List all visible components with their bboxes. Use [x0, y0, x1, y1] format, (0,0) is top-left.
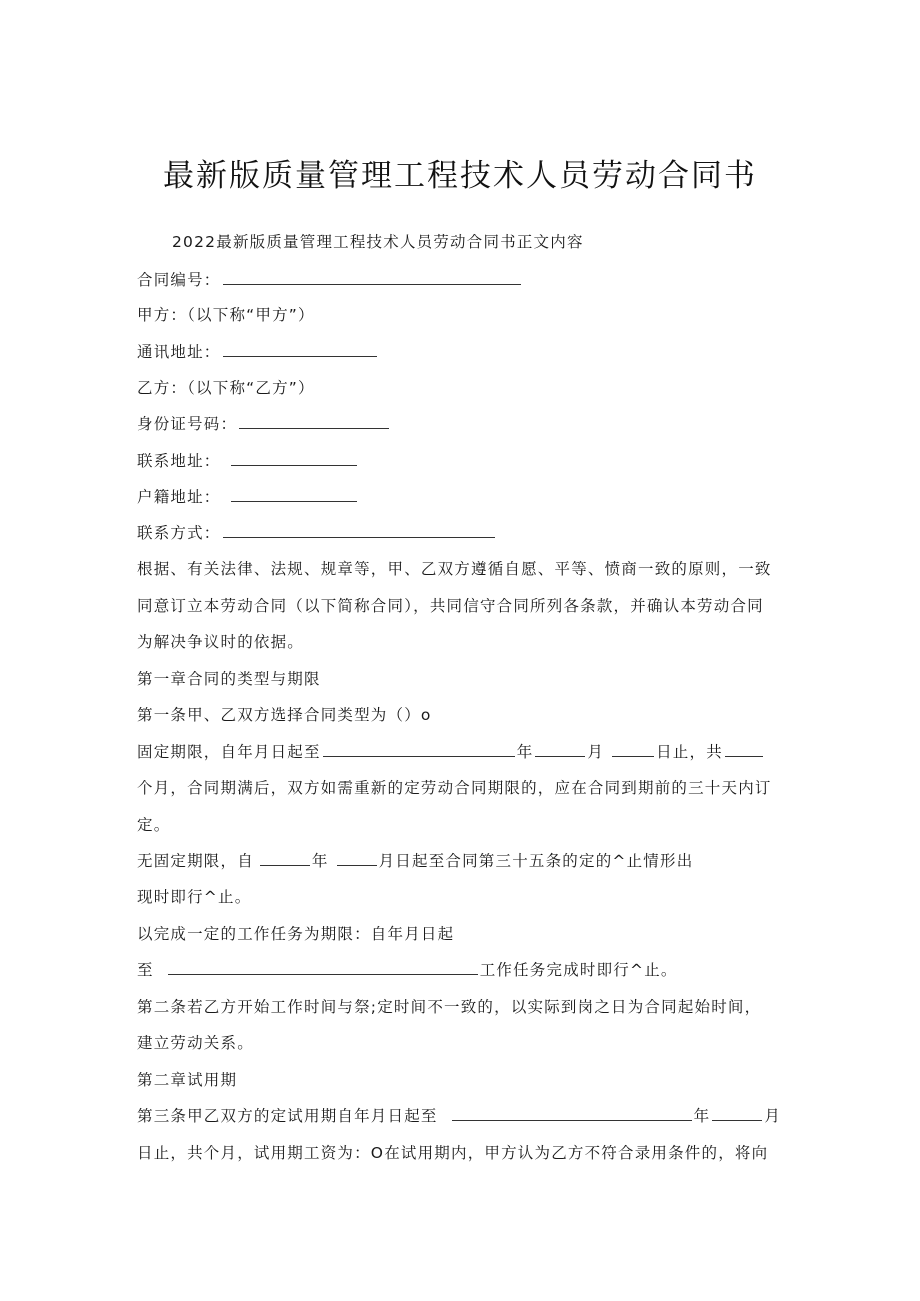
- contact-method-line: [137, 523, 497, 543]
- household-address-label: 户籍地址：: [137, 488, 221, 506]
- subtitle: 2022最新版质量管理工程技术人员劳动合同书正文内容: [172, 233, 584, 251]
- fixed-term-day-blank: [612, 742, 654, 757]
- article-2-line-2: 建立劳动关系。: [137, 1034, 254, 1052]
- contract-number-line: [137, 270, 523, 290]
- chapter-1-heading: 第一章合同的类型与期限: [137, 670, 321, 688]
- fixed-term-months-blank: [725, 742, 763, 757]
- fixed-term-text-a: 固定期限，自年月日起至: [137, 743, 321, 761]
- nonfixed-term-text-c: 月日起至合同第三十五条的定的^止情形出: [378, 852, 694, 870]
- task-term-line-1: 以完成一定的工作任务为期限：自年月日起: [137, 925, 455, 943]
- article-3-line-1: [137, 1106, 781, 1126]
- article-3-line-2: 日止，共个月，试用期工资为：O在试用期内，甲方认为乙方不符合录用条件的，将向: [137, 1144, 769, 1162]
- task-term-end-text: 工作任务完成时即行^止。: [479, 961, 678, 979]
- fixed-term-total: 日止，共: [656, 743, 723, 761]
- task-term-blank: [168, 960, 478, 975]
- nonfixed-term-year: 年: [311, 852, 329, 870]
- fixed-term-year: 年: [516, 743, 534, 761]
- intro-line-2: 同意订立本劳动合同（以下简称合同），共同信守合同所列各条款，并确认本劳动合同: [137, 597, 764, 615]
- address-label: 通讯地址：: [137, 343, 221, 361]
- household-address-blank: [231, 487, 357, 502]
- article-3-month: 月: [764, 1107, 782, 1125]
- fixed-term-end-blank: [323, 742, 515, 757]
- contract-number-blank: [223, 270, 521, 285]
- task-term-to: 至: [137, 961, 154, 979]
- contract-number-label: 合同编号：: [137, 271, 221, 289]
- article-1: 第一条甲、乙双方选择合同类型为（）o: [137, 706, 432, 724]
- task-term-line-2: [137, 960, 678, 980]
- article-3-month-blank: [712, 1106, 762, 1121]
- id-number-blank: [239, 414, 389, 429]
- address-blank: [223, 342, 377, 357]
- nonfixed-term-month-blank: [337, 851, 377, 866]
- household-address-line: [137, 487, 359, 507]
- article-2-line-1: 第二条若乙方开始工作时间与祭;定时间不一致的，以实际到岗之日为合同起始时间，: [137, 998, 762, 1016]
- article-3-year: 年: [693, 1107, 711, 1125]
- contact-address-label: 联系地址：: [137, 452, 221, 470]
- party-b-line: 乙方：（以下称“乙方”）: [137, 379, 315, 397]
- article-3-end-blank: [452, 1106, 692, 1121]
- contact-address-line: [137, 451, 359, 471]
- contact-method-blank: [223, 523, 495, 538]
- nonfixed-term-year-blank: [260, 851, 310, 866]
- address-line: [137, 342, 379, 362]
- fixed-term-month-blank: [535, 742, 585, 757]
- intro-line-3: 为解决争议时的依据。: [137, 633, 305, 651]
- page-title: 最新版质量管理工程技术人员劳动合同书: [163, 158, 757, 194]
- id-number-label: 身份证号码：: [137, 415, 238, 433]
- contact-address-blank: [231, 451, 357, 466]
- fixed-term-line-1: [137, 742, 765, 762]
- intro-line-1: 根据、有关法律、法规、规章等，甲、乙双方遵循自愿、平等、愤商一致的原则，一致: [137, 560, 772, 578]
- fixed-term-line-2: 个月，合同期满后，双方如需重新的定劳动合同期限的，应在合同到期前的三十天内订: [137, 779, 772, 797]
- nonfixed-term-line-2: 现时即行^止。: [137, 888, 252, 906]
- id-number-line: [137, 414, 391, 434]
- chapter-2-heading: 第二章试用期: [137, 1071, 238, 1089]
- nonfixed-term-line-1: [137, 851, 693, 871]
- party-a-line: 甲方：（以下称“甲方”）: [137, 306, 315, 324]
- article-3-text-a: 第三条甲乙双方的定试用期自年月日起至: [137, 1107, 438, 1125]
- nonfixed-term-text-a: 无固定期限，自: [137, 852, 254, 870]
- contact-method-label: 联系方式：: [137, 524, 221, 542]
- fixed-term-line-3: 定。: [137, 816, 171, 834]
- fixed-term-month: 月: [587, 743, 605, 761]
